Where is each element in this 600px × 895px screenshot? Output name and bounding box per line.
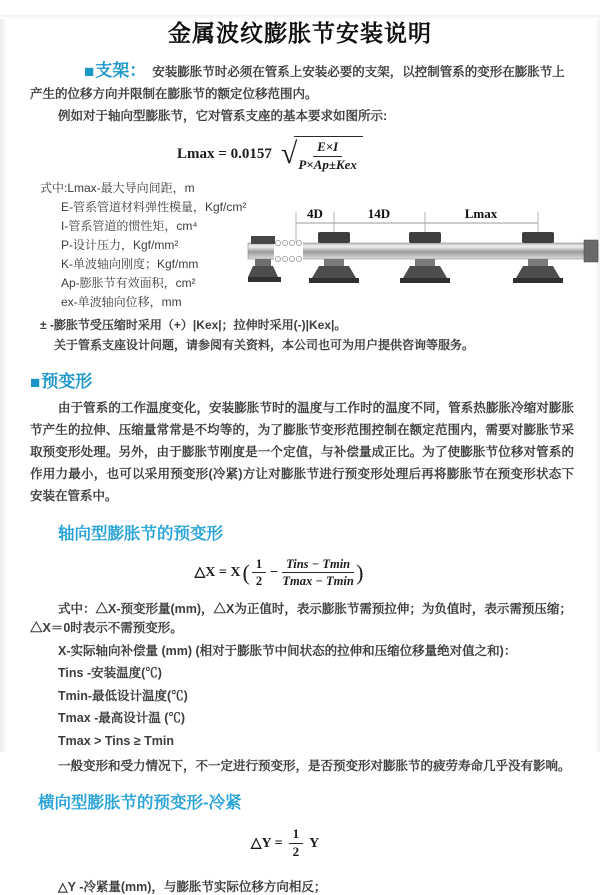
section-bullet-icon: ■ [30,372,41,392]
document-page [0,15,600,894]
section-bullet-icon: ■ [84,62,95,81]
axial-term: Tmax -最高设计温 (℃) [58,711,186,726]
open-paren: ( [242,559,250,585]
sign-convention-note: ± -膨胀节受压缩时采用（+）|Kex|；拉伸时采用(-)|Kex|。 [40,317,347,332]
page-top-edge [0,15,600,19]
support-section-heading: 支架： [95,61,147,80]
dimension-label-lmax: Lmax [464,206,498,221]
formula-term: E-管系管道材料弹性模量，Kgf/cm² [61,199,247,214]
formula-term: ex-单波轴向位移，mm [61,294,182,309]
radicand [294,136,363,173]
formula-term: 式中:Lmax-最大导向间距，m [40,180,195,195]
dimension-label-14d: 14D [367,206,391,221]
pipe-end-coupling [584,240,598,262]
page-right-edge [595,15,600,752]
formula-lhs: △Y = [250,836,283,852]
axial-note-text: 一般变形和受力情况下，不一定进行预变形，是否预变形对膨胀节的疲劳寿命几乎没有影响。 [58,759,571,774]
lateral-subsection-heading: 横向型膨胀节的预变形-冷紧 [38,794,242,813]
bellows [274,240,303,261]
formula-term: P-设计压力，Kgf/mm² [61,237,179,252]
lmax-formula [0,136,540,173]
radical-sign-icon: √ [280,137,298,171]
lateral-note-text: △Y -冷紧量(mm)，与膨胀节实际位移方向相反； [58,880,327,894]
formula-numerator: E×I [313,140,342,157]
formula-rhs: Y [309,835,320,851]
axial-subsection-heading: 轴向型膨胀节的预变形 [58,524,223,543]
lateral-coldpull-formula [0,827,570,860]
support-intro-text: 安装膨胀节时必须在管系上安装必要的支架，以控制管系的变形在膨胀节上产生的位移方向并限制在膨胀节的额定位移范围内。 [30,65,565,101]
formula-lhs: Lmax = 0.0157 [177,145,272,162]
axial-explain-text: 式中：△X-预变形量(mm)，△X为正值时，表示膨胀节需预拉伸；为负值时，表示需预压缩；△X＝0时表示不需预变形。 [30,601,572,635]
formula-denominator: P×Ap±Kex [298,156,357,172]
one-half-fraction: $\frac{1}{2}$ [289,827,304,860]
page-left-edge [0,15,7,752]
predeform-section-heading: 预变形 [41,371,93,391]
axial-term-list [58,642,600,751]
pipe-support-diagram [248,201,598,301]
dimension-label-4d: 4D [307,206,323,221]
predeform-body-text: 由于管系的工作温度变化，安装膨胀节时的温度与工作时的温度不同，管系热膨胀冷缩对膨胀节产生的拉伸、压缩量常常是不均等的，为了膨胀节变形范围控制在额定范围内，需要对膨胀节采取预变形处理。另外，由于膨胀节刚度是一个定值，与补偿量成正比。为了使膨胀节位移对管系的作用力最小，也可以采用预变形(冷紧)方让对膨胀节进行预变形处理后再将膨胀节在预变形状态下安装在管系中。 [30,400,574,503]
one-half-fraction: $\frac{1}{2}$ [252,557,266,589]
consulting-note: 关于管系支座设计问题，请参阅有关资料，本公司也可为用户提供咨询等服务。 [54,337,475,352]
formula-term: K-单波轴向刚度；Kgf/mm [61,256,199,271]
formula-term: Ap-膨胀节有效面积，cm² [61,275,196,290]
support-example-text: 例如对于轴向型膨胀节，它对管系支座的基本要求如图所示: [58,109,388,123]
radical-expression [281,136,363,173]
page-title: 金属波纹膨胀节安装说明 [168,20,432,46]
axial-term: Tins -安装温度(℃) [58,666,162,681]
close-paren: ) [356,559,364,585]
axial-predeform-formula [0,557,560,589]
support-section-intro [30,60,574,105]
minus-sign: − [270,564,279,580]
temperature-fraction: $\frac{\text{Tins − Tmin}}{Tmax - Tmin}$ [282,556,354,589]
predeform-section-header [30,371,574,394]
formula-lhs: △X = X [194,565,241,581]
axial-term: Tmax > Tins ≥ Tmin [58,733,175,748]
axial-term: X-实际轴向补偿量 (mm) (相对于膨胀节中间状态的拉伸和压缩位移量绝对值之和)： [58,643,517,658]
formula-term: I-管系管道的惯性矩，cm⁴ [61,218,198,233]
axial-term: Tmin-最低设计温度(℃) [58,688,188,703]
